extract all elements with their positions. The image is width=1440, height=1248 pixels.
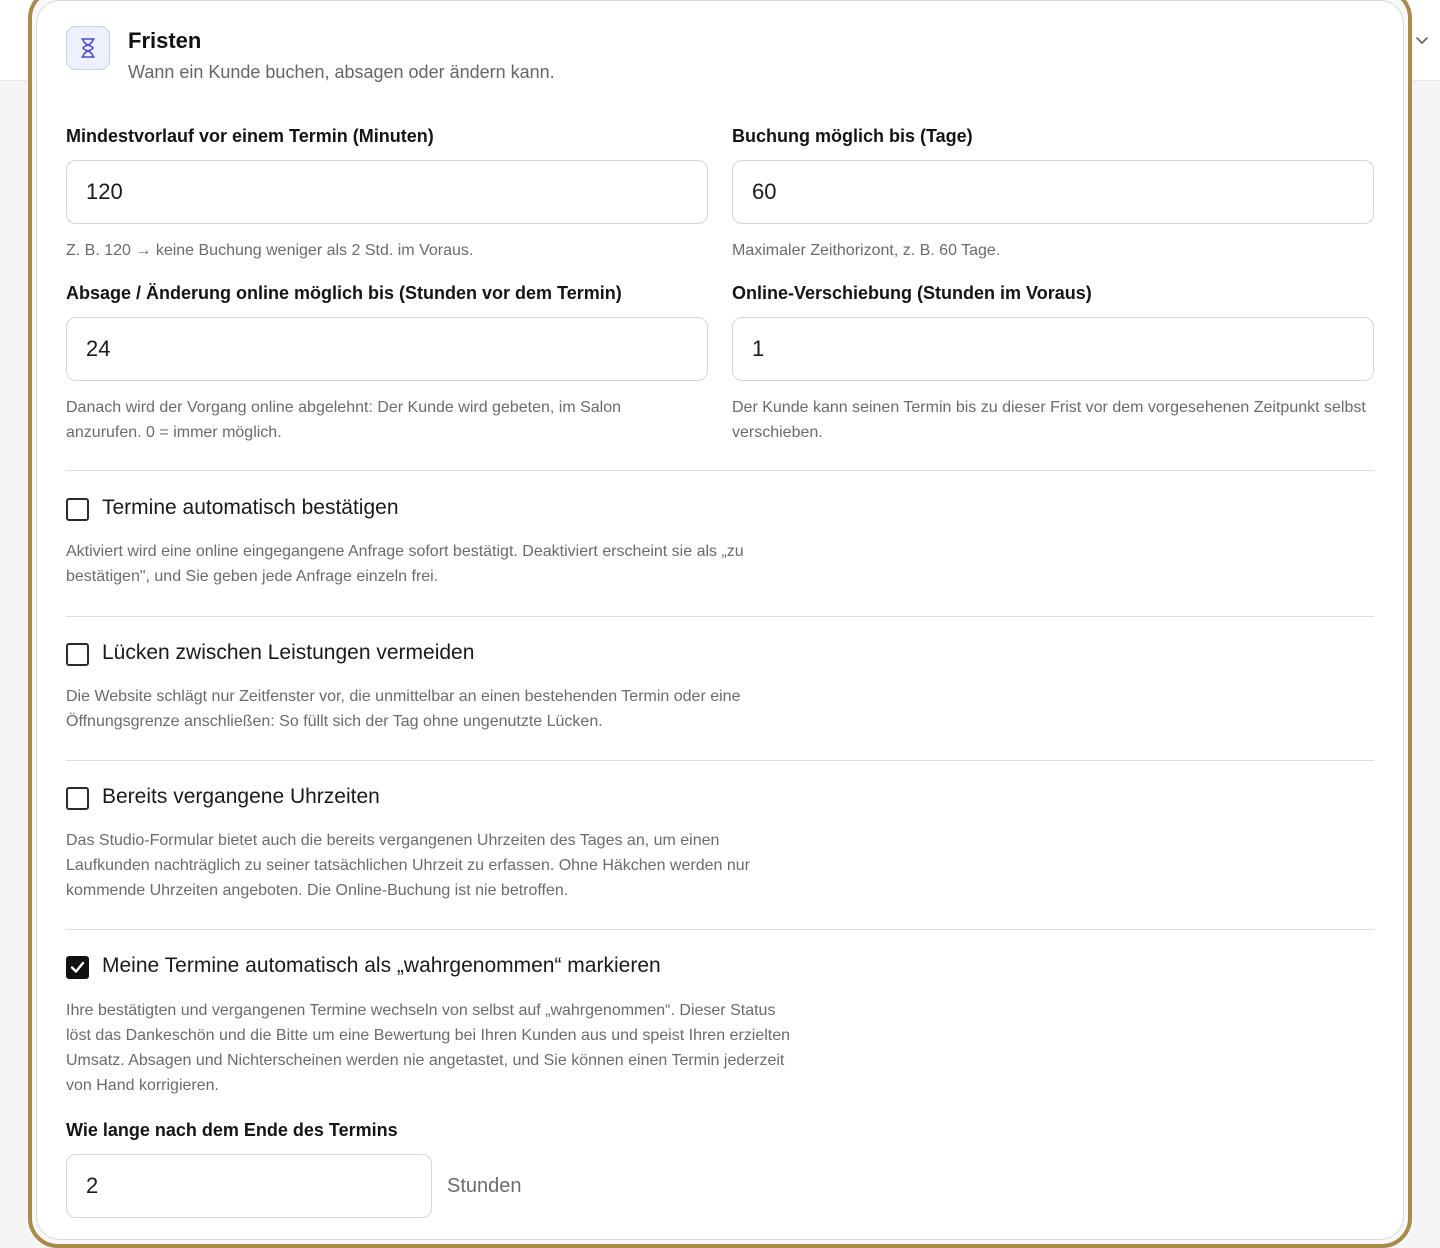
divider bbox=[66, 760, 1374, 761]
min-lead-input[interactable] bbox=[66, 160, 708, 224]
min-lead-label: Mindestvorlauf vor einem Termin (Minuten) bbox=[66, 126, 434, 146]
auto-attended-checkbox[interactable] bbox=[66, 956, 89, 979]
after-end-unit: Stunden bbox=[447, 1175, 522, 1197]
after-end-input[interactable] bbox=[66, 1154, 432, 1218]
past-times-help: Das Studio-Formular bietet auch die bereits vergangenen Uhrzeiten des Tages an, um einen Laufkunden nachträglich zu seiner tatsächlichen Uhrzeit zu erfassen. Ohne Häkchen werden nur kommende Uhrzeiten angeboten. Die Online-Buchung ist nie betroffen. bbox=[66, 832, 750, 899]
reschedule-help: Der Kunde kann seinen Termin bis zu dieser Frist vor dem vorgesehenen Zeitpunkt selbst verschieben. bbox=[732, 399, 1366, 441]
avoid-gaps-help: Die Website schlägt nur Zeitfenster vor, die unmittelbar an einen bestehenden Termin oder eine Öffnungsgrenze anschließen: So füllt sich der Tag ohne ungenutzte Lücken. bbox=[66, 688, 741, 730]
reschedule-label: Online-Verschiebung (Stunden im Voraus) bbox=[732, 283, 1092, 303]
section-title: Fristen bbox=[128, 28, 202, 53]
auto-confirm-label[interactable]: Termine automatisch bestätigen bbox=[102, 496, 399, 519]
checkmark-icon bbox=[70, 960, 85, 975]
booking-until-input[interactable] bbox=[732, 160, 1374, 224]
booking-until-label: Buchung möglich bis (Tage) bbox=[732, 126, 973, 146]
cancel-until-help: Danach wird der Vorgang online abgelehnt: Der Kunde wird gebeten, im Salon anzurufen. 0 = immer möglich. bbox=[66, 399, 622, 441]
past-times-label[interactable]: Bereits vergangene Uhrzeiten bbox=[102, 785, 380, 808]
min-lead-help: Z. B. 120 → keine Buchung weniger als 2 Std. im Voraus. bbox=[66, 242, 474, 259]
hourglass-icon bbox=[66, 26, 110, 70]
cancel-until-label: Absage / Änderung online möglich bis (Stunden vor dem Termin) bbox=[66, 283, 622, 303]
divider bbox=[66, 929, 1374, 930]
auto-attended-label[interactable]: Meine Termine automatisch als „wahrgenommen“ markieren bbox=[102, 954, 661, 977]
divider bbox=[66, 470, 1374, 471]
reschedule-input[interactable] bbox=[732, 317, 1374, 381]
auto-attended-help: Ihre bestätigten und vergangenen Termine wechseln von selbst auf „wahrgenommen“. Dieser Status löst das Dankeschön und die Bitte um eine Bewertung bei Ihren Kunden aus und speist Ihren erzielten Umsatz. Absagen und Nichterscheinen werden nie angetastet, und Sie können einen Termin jederzeit von Hand korrigieren. bbox=[66, 1002, 791, 1094]
avoid-gaps-checkbox[interactable] bbox=[66, 643, 89, 666]
section-subtitle: Wann ein Kunde buchen, absagen oder ändern kann. bbox=[128, 62, 555, 82]
after-end-label: Wie lange nach dem Ende des Termins bbox=[66, 1120, 398, 1140]
cancel-until-input[interactable] bbox=[66, 317, 708, 381]
divider bbox=[66, 616, 1374, 617]
auto-confirm-help: Aktiviert wird eine online eingegangene Anfrage sofort bestätigt. Deaktiviert erscheint sie als „zu bestätigen", und Sie geben jede Anfrage einzeln frei. bbox=[66, 543, 744, 585]
chevron-down-icon[interactable] bbox=[1412, 30, 1432, 50]
booking-until-help: Maximaler Zeithorizont, z. B. 60 Tage. bbox=[732, 242, 1001, 259]
auto-confirm-checkbox[interactable] bbox=[66, 498, 89, 521]
avoid-gaps-label[interactable]: Lücken zwischen Leistungen vermeiden bbox=[102, 641, 475, 664]
past-times-checkbox[interactable] bbox=[66, 787, 89, 810]
